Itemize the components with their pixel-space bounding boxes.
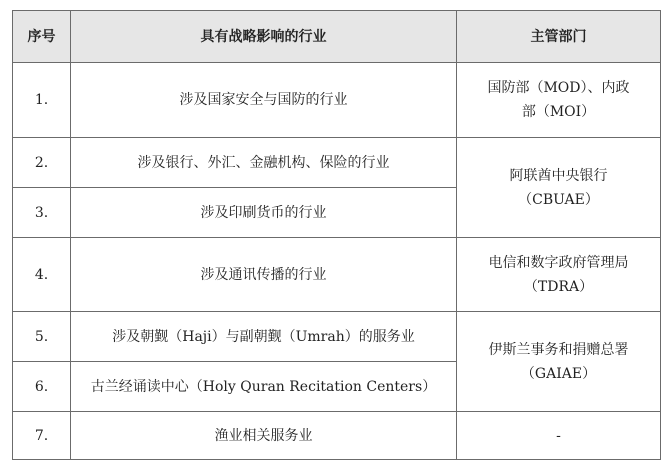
row-authority: [457, 63, 661, 138]
header-row: [13, 11, 661, 63]
table-row: [13, 238, 661, 312]
row-authority: -: [457, 412, 661, 460]
row-index: 1.: [13, 63, 71, 138]
row-index: 2.: [13, 138, 71, 188]
table-row: [13, 412, 661, 460]
table-row: [13, 63, 661, 138]
row-industry: 涉及国家安全与国防的行业: [71, 63, 457, 138]
row-authority: [457, 138, 661, 238]
row-authority: [457, 238, 661, 312]
row-industry: 涉及印刷货币的行业: [71, 188, 457, 238]
row-industry: 涉及朝觐（Haji）与副朝觐（Umrah）的服务业: [71, 312, 457, 362]
header-index: 序号: [13, 11, 71, 63]
authority-line: （CBUAE）: [518, 191, 599, 208]
authority-line: （TDRA）: [523, 278, 594, 295]
authority-line: （GAIAE）: [520, 365, 597, 382]
authority-line: 伊斯兰事务和捐赠总署: [488, 341, 629, 358]
row-authority: [457, 312, 661, 412]
industry-authority-table: [12, 10, 661, 460]
row-index: 3.: [13, 188, 71, 238]
row-industry: 古兰经诵读中心（Holy Quran Recitation Centers）: [71, 362, 457, 412]
authority-line: 阿联酋中央银行: [509, 167, 608, 184]
row-industry: 涉及通讯传播的行业: [71, 238, 457, 312]
header-industry: 具有战略影响的行业: [71, 11, 457, 63]
table-row: [13, 138, 661, 188]
header-authority: 主管部门: [457, 11, 661, 63]
row-index: 5.: [13, 312, 71, 362]
row-industry: 渔业相关服务业: [71, 412, 457, 460]
row-index: 6.: [13, 362, 71, 412]
row-industry: 涉及银行、外汇、金融机构、保险的行业: [71, 138, 457, 188]
authority-line: 国防部（MOD）、内政: [487, 80, 630, 96]
authority-line: 部（MOI）: [521, 104, 596, 120]
row-index: 4.: [13, 238, 71, 312]
row-index: 7.: [13, 412, 71, 460]
table-row: [13, 312, 661, 362]
authority-line: 电信和数字政府管理局: [488, 254, 629, 271]
